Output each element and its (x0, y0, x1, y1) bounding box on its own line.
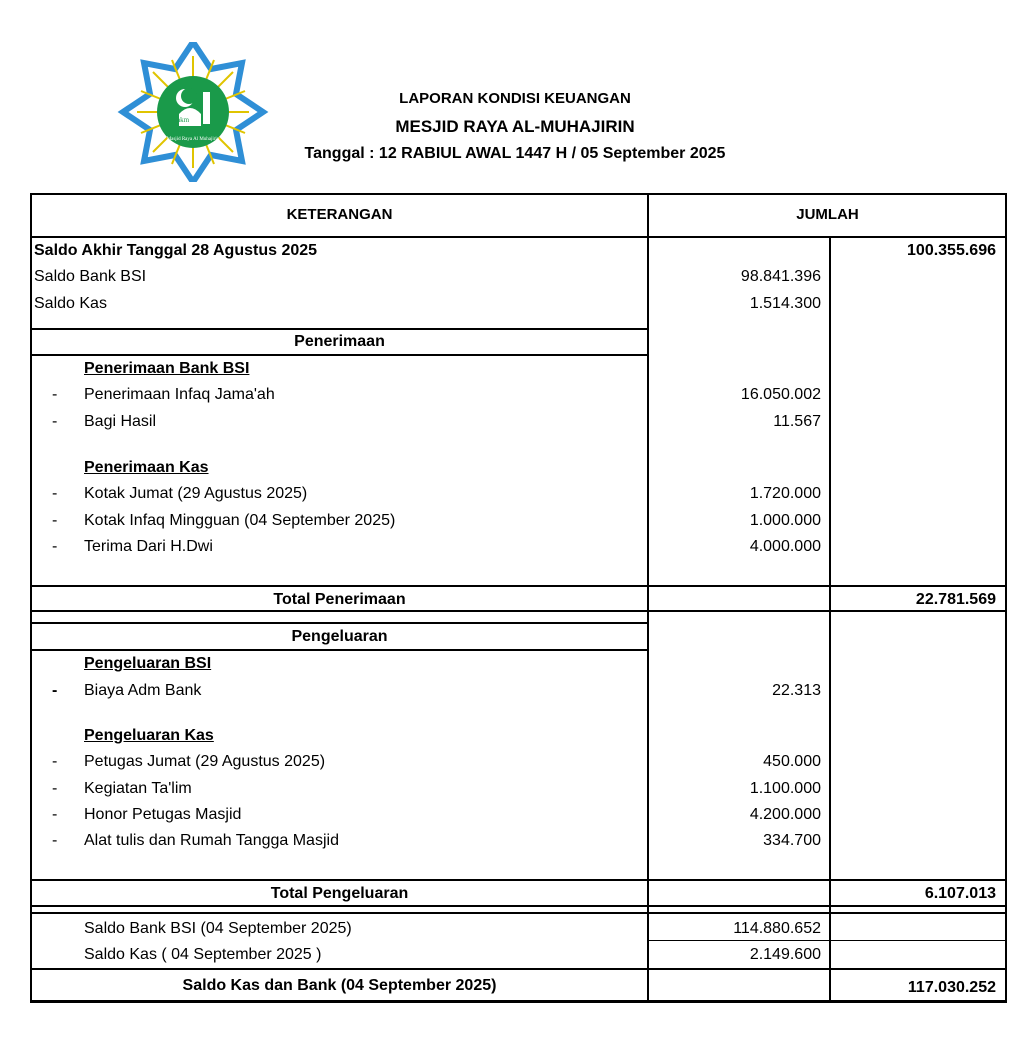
saldo-akhir-bank-label: Saldo Bank BSI (04 September 2025) (84, 920, 352, 937)
saldo-awal-total: 100.355.696 (907, 242, 996, 259)
total-penerimaan-label: Total Penerimaan (273, 591, 406, 608)
pengeluaran-bank-heading: Pengeluaran BSI (84, 655, 212, 672)
column-keterangan: KETERANGAN (286, 206, 393, 223)
saldo-kas-value: 1.514.300 (749, 295, 821, 312)
report-date: Tanggal : 12 RABIUL AWAL 1447 H / 05 September 2025 (304, 145, 726, 162)
column-jumlah: JUMLAH (796, 206, 859, 223)
saldo-bank-value: 98.841.396 (740, 268, 821, 285)
pengeluaran-kas-heading: Pengeluaran Kas (84, 727, 214, 744)
total-pengeluaran-value: 6.107.013 (924, 885, 996, 902)
saldo-akhir-bank-value: 114.880.652 (733, 920, 821, 937)
penerimaan-kas-heading: Penerimaan Kas (84, 459, 209, 476)
saldo-akhir-kas-label: Saldo Kas ( 04 September 2025 ) (84, 946, 322, 963)
penerimaan-bank-heading: Penerimaan Bank BSI (84, 360, 250, 377)
saldo-bank-label: Saldo Bank BSI (34, 268, 147, 285)
svg-text:akm: akm (177, 116, 190, 124)
saldo-kas-label: Saldo Kas (34, 295, 107, 312)
saldo-awal-label: Saldo Akhir Tanggal 28 Agustus 2025 (34, 242, 318, 259)
total-penerimaan-value: 22.781.569 (915, 591, 996, 608)
total-pengeluaran-label: Total Pengeluaran (270, 885, 409, 902)
mosque-name: MESJID RAYA AL-MUHAJIRIN (395, 117, 635, 136)
report-title: LAPORAN KONDISI KEUANGAN (399, 90, 631, 107)
penerimaan-title: Penerimaan (294, 333, 385, 350)
svg-text:Masjid Raya Al Muhajirin: Masjid Raya Al Muhajirin (166, 137, 220, 142)
pengeluaran-title: Pengeluaran (291, 628, 388, 645)
saldo-akhir-kas-value: 2.149.600 (749, 946, 821, 963)
saldo-akhir-total-value: 117.030.252 (907, 979, 996, 996)
finance-table: KETERANGAN JUMLAH Saldo Akhir Tanggal 28 Agustus 2025 100.355.696 Saldo Bank BSI 98.841.396 Saldo Kas 1.514.300 Penerimaan Penerimaan Bank BSI - Penerimaan Infaq Jama'ah 16.050.002 - Bagi Hasil 11.567 Penerimaan Kas - Kotak Jumat (29 Agustus 2025) 1.720.000 - Kotak Infaq Mingguan (04 September 2025) 1.000.000 - Terima Dari H.Dwi 4.000.000 Total Penerimaan 22.781.569 Pengeluaran Pengeluaran BSI - Biaya Adm Bank 22.313 Pengeluaran Kas - Petugas Jumat (29 Agustus 2025) 450.000 - Kegiatan Ta'lim 1.100.000 - Honor Petugas Masjid 4.200.000 - Alat tulis dan Rumah Tangga Masjid 334.700 Total Pengeluaran 6.107.013 Saldo Bank BSI (04 September 2025) 114.880.652 Saldo Kas ( 04 September 2025 ) 2.149.600 Saldo Kas dan Bank (04 September 2025) 117.030.252 (0, 0, 1031, 1045)
saldo-akhir-total-label: Saldo Kas dan Bank (04 September 2025) (182, 977, 497, 994)
